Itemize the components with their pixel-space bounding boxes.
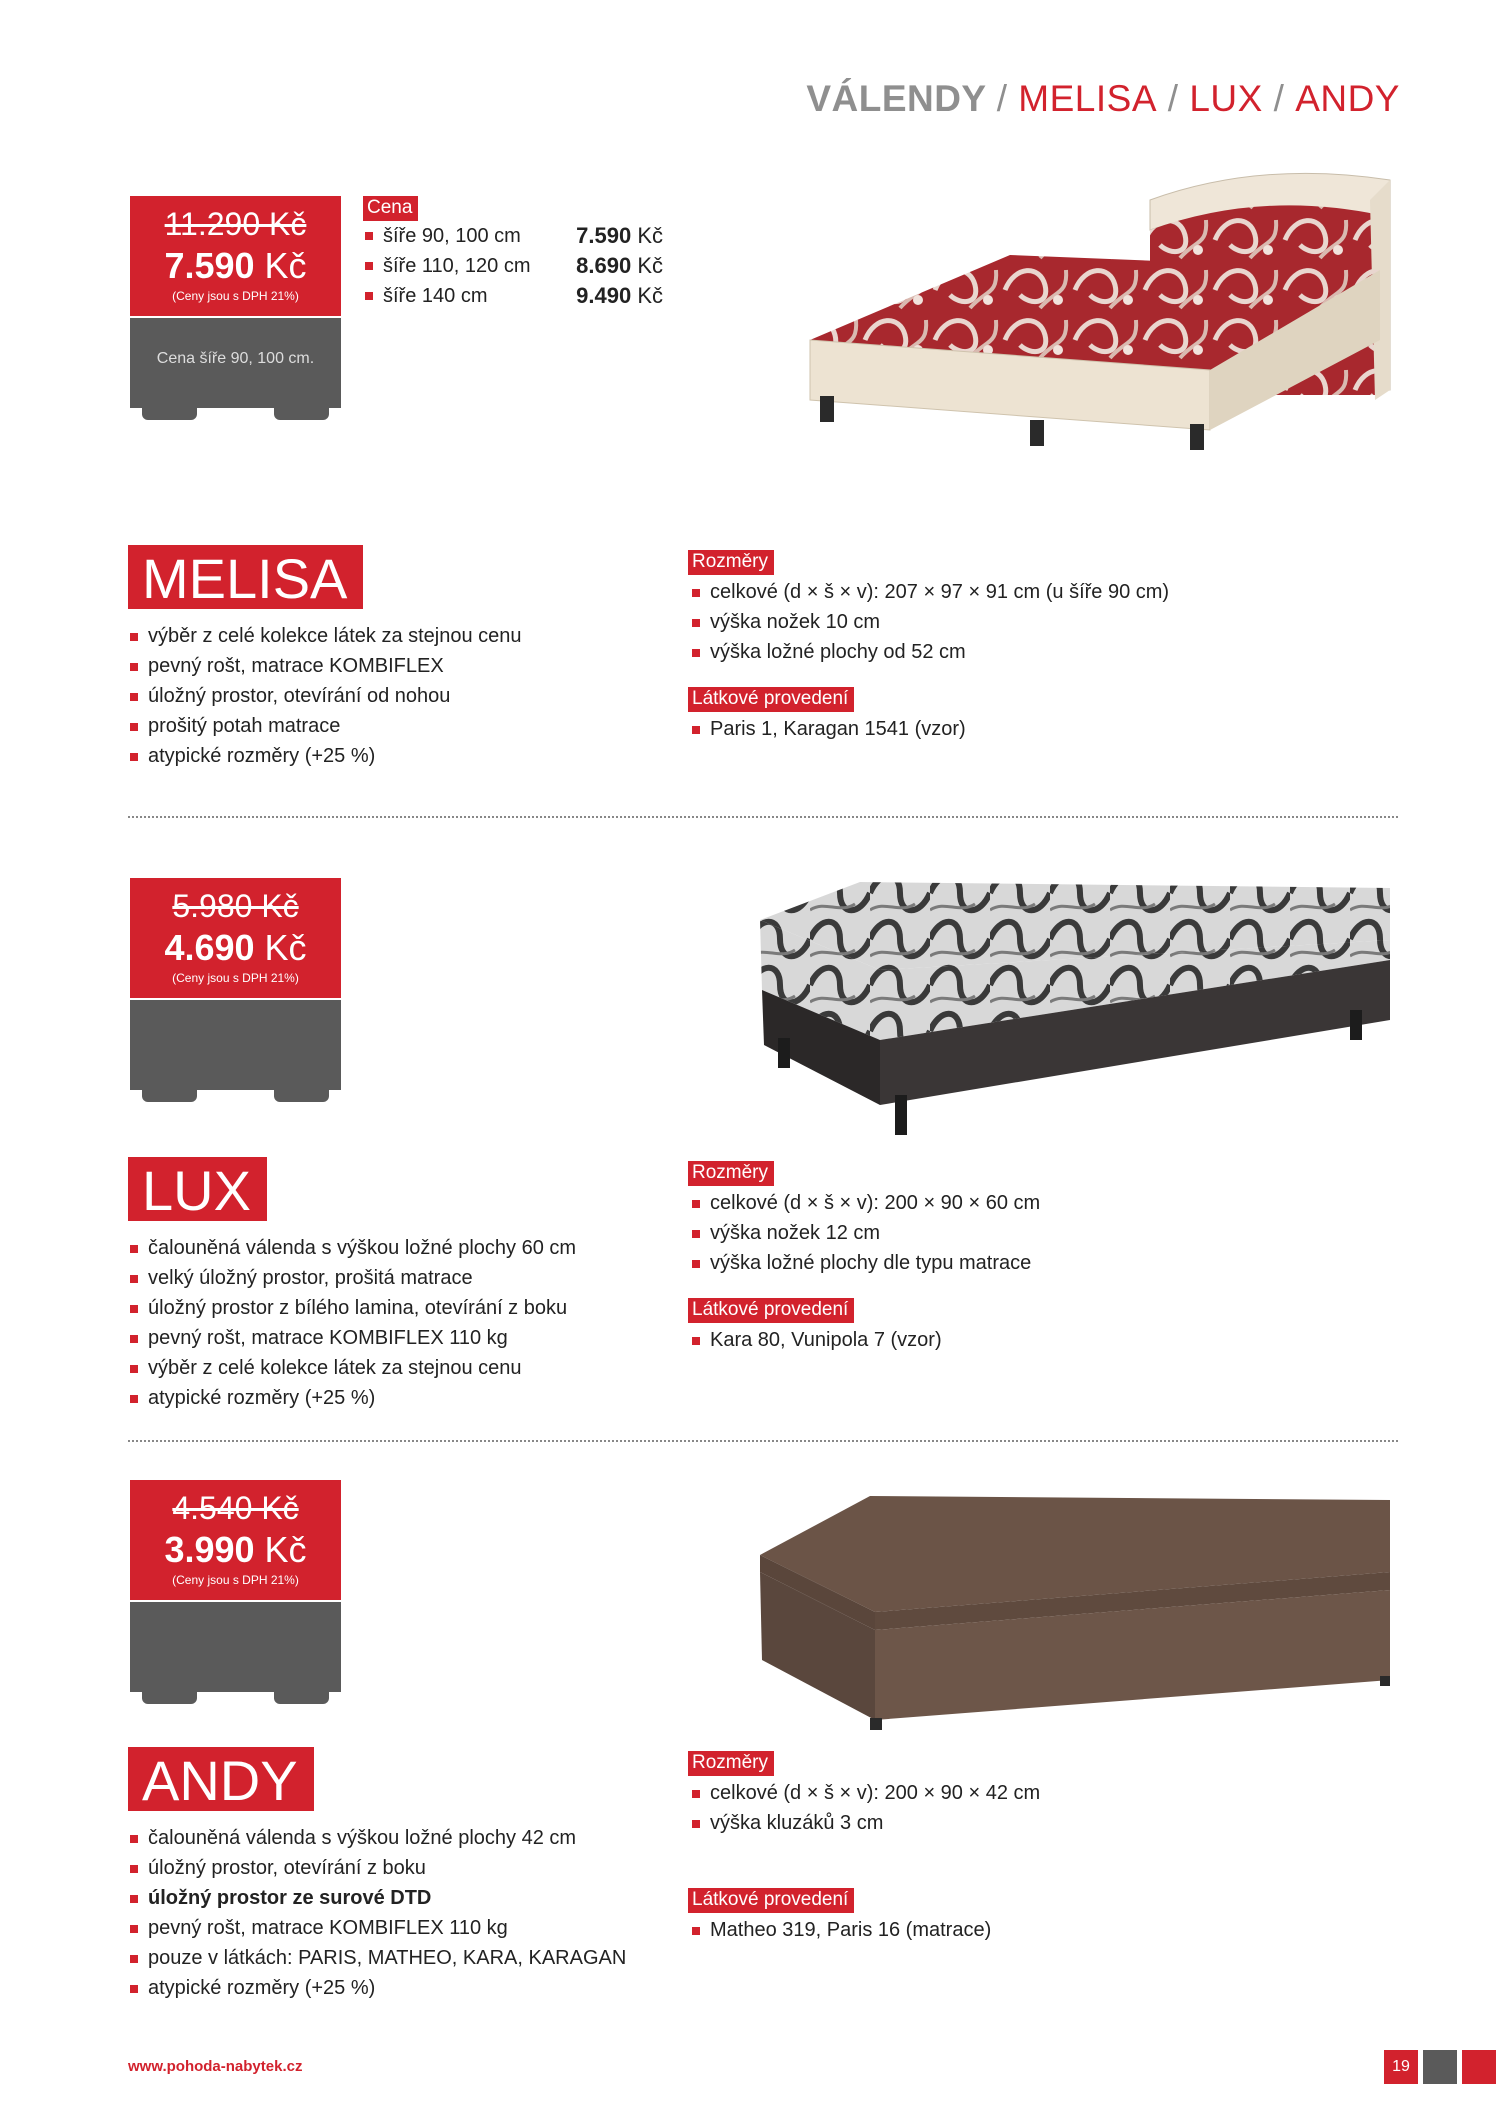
feature-item: úložný prostor z bílého lamina, otevírání z boku bbox=[128, 1293, 576, 1323]
melisa-price-note: (Ceny jsou s DPH 21%) bbox=[172, 289, 299, 303]
title-melisa: MELISA bbox=[1018, 78, 1158, 119]
andy-feature-list bbox=[128, 1823, 626, 2003]
feature-item: velký úložný prostor, prošitá matrace bbox=[128, 1263, 576, 1293]
melisa-name-tag: MELISA bbox=[128, 545, 363, 609]
feature-item: pevný rošt, matrace KOMBIFLEX 110 kg bbox=[128, 1323, 576, 1353]
rozmery-tag: Rozměry bbox=[688, 1751, 774, 1776]
feature-item: atypické rozměry (+25 %) bbox=[128, 741, 522, 771]
price-currency: Kč bbox=[264, 927, 307, 968]
title-separator: / bbox=[996, 78, 1008, 119]
page-title bbox=[806, 78, 1400, 120]
lux-price-new bbox=[130, 926, 341, 970]
melisa-bed-image bbox=[790, 160, 1410, 560]
price-row-price bbox=[576, 251, 663, 281]
andy-specs bbox=[688, 1751, 1040, 1945]
price-row-price bbox=[576, 221, 663, 251]
fabric-item: Kara 80, Vunipola 7 (vzor) bbox=[688, 1325, 1040, 1355]
page-number: 19 bbox=[1384, 2050, 1418, 2084]
dimensions-list bbox=[688, 1188, 1040, 1278]
box-foot bbox=[142, 1090, 197, 1102]
dimension-item: celkové (d × š × v): 200 × 90 × 42 cm bbox=[688, 1778, 1040, 1808]
andy-bed-image bbox=[750, 1480, 1400, 1770]
price-row bbox=[363, 281, 663, 311]
dimension-item: výška ložné plochy dle typu matrace bbox=[688, 1248, 1040, 1278]
box-foot bbox=[142, 1692, 197, 1704]
price-value: 4.690 bbox=[164, 927, 255, 968]
andy-box-feet bbox=[130, 1692, 341, 1704]
price-row-label: šíře 140 cm bbox=[383, 285, 488, 307]
price-value: 8.690 bbox=[576, 253, 632, 278]
dimension-item: celkové (d × š × v): 200 × 90 × 60 cm bbox=[688, 1188, 1040, 1218]
lux-price-box bbox=[130, 878, 341, 998]
latky-tag: Látkové provedení bbox=[688, 1298, 854, 1323]
rozmery-tag: Rozměry bbox=[688, 1161, 774, 1186]
melisa-feature-list bbox=[128, 621, 522, 771]
fabric-item: Matheo 319, Paris 16 (matrace) bbox=[688, 1915, 1040, 1945]
price-currency: Kč bbox=[637, 223, 663, 248]
lux-name-tag: LUX bbox=[128, 1157, 267, 1221]
price-row bbox=[363, 251, 663, 281]
melisa-box-feet bbox=[130, 408, 341, 420]
feature-item: čalouněná válenda s výškou ložné plochy 42 cm bbox=[128, 1823, 626, 1853]
feature-item: atypické rozměry (+25 %) bbox=[128, 1973, 626, 2003]
fabric-list bbox=[688, 1325, 1040, 1355]
box-foot bbox=[274, 1090, 329, 1102]
andy-price-new bbox=[130, 1528, 341, 1572]
latky-tag: Látkové provedení bbox=[688, 1888, 854, 1913]
fabric-list bbox=[688, 1915, 1040, 1945]
price-currency: Kč bbox=[637, 283, 663, 308]
lux-box-feet bbox=[130, 1090, 341, 1102]
price-currency: Kč bbox=[264, 1529, 307, 1570]
feature-item: výběr z celé kolekce látek za stejnou cenu bbox=[128, 621, 522, 651]
dimension-item: celkové (d × š × v): 207 × 97 × 91 cm (u šíře 90 cm) bbox=[688, 577, 1169, 607]
fabric-list bbox=[688, 714, 1169, 744]
feature-item: výběr z celé kolekce látek za stejnou cenu bbox=[128, 1353, 576, 1383]
feature-item: úložný prostor, otevírání z boku bbox=[128, 1853, 626, 1883]
box-foot bbox=[274, 1692, 329, 1704]
andy-price-box bbox=[130, 1480, 341, 1600]
rozmery-tag: Rozměry bbox=[688, 550, 774, 575]
footer-website-link[interactable]: www.pohoda-nabytek.cz bbox=[128, 2058, 303, 2075]
title-separator: / bbox=[1167, 78, 1179, 119]
fabric-item: Paris 1, Karagan 1541 (vzor) bbox=[688, 714, 1169, 744]
melisa-price-new bbox=[130, 244, 341, 288]
feature-item: prošitý potah matrace bbox=[128, 711, 522, 741]
dimension-item: výška nožek 10 cm bbox=[688, 607, 1169, 637]
price-currency: Kč bbox=[637, 253, 663, 278]
lux-price-note: (Ceny jsou s DPH 21%) bbox=[172, 971, 299, 985]
box-foot bbox=[142, 408, 197, 420]
melisa-price-old: 11.290 Kč bbox=[164, 206, 307, 242]
melisa-grey-box bbox=[130, 318, 341, 408]
melisa-specs bbox=[688, 550, 1169, 744]
andy-price-old: 4.540 Kč bbox=[172, 1490, 299, 1526]
andy-grey-box bbox=[130, 1602, 341, 1692]
red-marker bbox=[1462, 2050, 1496, 2084]
title-category: VÁLENDY bbox=[806, 78, 986, 119]
price-value: 7.590 bbox=[164, 245, 255, 286]
lux-feature-list bbox=[128, 1233, 576, 1413]
price-row-label: šíře 110, 120 cm bbox=[383, 255, 531, 277]
melisa-grey-label: Cena šíře 90, 100 cm. bbox=[156, 350, 315, 367]
feature-item: úložný prostor, otevírání od nohou bbox=[128, 681, 522, 711]
dimensions-list bbox=[688, 577, 1169, 667]
andy-price-note: (Ceny jsou s DPH 21%) bbox=[172, 1573, 299, 1587]
title-lux: LUX bbox=[1189, 78, 1263, 119]
price-row-price bbox=[576, 281, 663, 311]
melisa-price-box bbox=[130, 196, 341, 316]
dimensions-list bbox=[688, 1778, 1040, 1838]
andy-name-tag: ANDY bbox=[128, 1747, 314, 1811]
price-value: 9.490 bbox=[576, 283, 632, 308]
feature-item: atypické rozměry (+25 %) bbox=[128, 1383, 576, 1413]
price-value: 7.590 bbox=[576, 223, 632, 248]
melisa-price-list bbox=[363, 196, 663, 311]
feature-item: čalouněná válenda s výškou ložné plochy 60 cm bbox=[128, 1233, 576, 1263]
price-value: 3.990 bbox=[164, 1529, 255, 1570]
feature-item-highlighted: úložný prostor ze surové DTD bbox=[128, 1883, 626, 1913]
lux-bed-image bbox=[750, 870, 1400, 1180]
bullet-icon bbox=[365, 262, 373, 270]
section-divider bbox=[128, 1440, 1398, 1442]
price-row-label: šíře 90, 100 cm bbox=[383, 225, 521, 247]
dimension-item: výška kluzáků 3 cm bbox=[688, 1808, 1040, 1838]
title-separator: / bbox=[1273, 78, 1285, 119]
section-divider bbox=[128, 816, 1398, 818]
grey-marker bbox=[1423, 2050, 1457, 2084]
bullet-icon bbox=[365, 292, 373, 300]
dimension-item: výška nožek 12 cm bbox=[688, 1218, 1040, 1248]
lux-price-old: 5.980 Kč bbox=[172, 888, 299, 924]
title-andy: ANDY bbox=[1295, 78, 1400, 119]
feature-item: pevný rošt, matrace KOMBIFLEX bbox=[128, 651, 522, 681]
lux-grey-box bbox=[130, 1000, 341, 1090]
latky-tag: Látkové provedení bbox=[688, 687, 854, 712]
price-row bbox=[363, 221, 663, 251]
bullet-icon bbox=[365, 232, 373, 240]
cena-tag: Cena bbox=[363, 196, 418, 221]
price-currency: Kč bbox=[264, 245, 307, 286]
feature-item: pevný rošt, matrace KOMBIFLEX 110 kg bbox=[128, 1913, 626, 1943]
lux-specs bbox=[688, 1161, 1040, 1355]
dimension-item: výška ložné plochy od 52 cm bbox=[688, 637, 1169, 667]
box-foot bbox=[274, 408, 329, 420]
feature-item: pouze v látkách: PARIS, MATHEO, KARA, KARAGAN bbox=[128, 1943, 626, 1973]
